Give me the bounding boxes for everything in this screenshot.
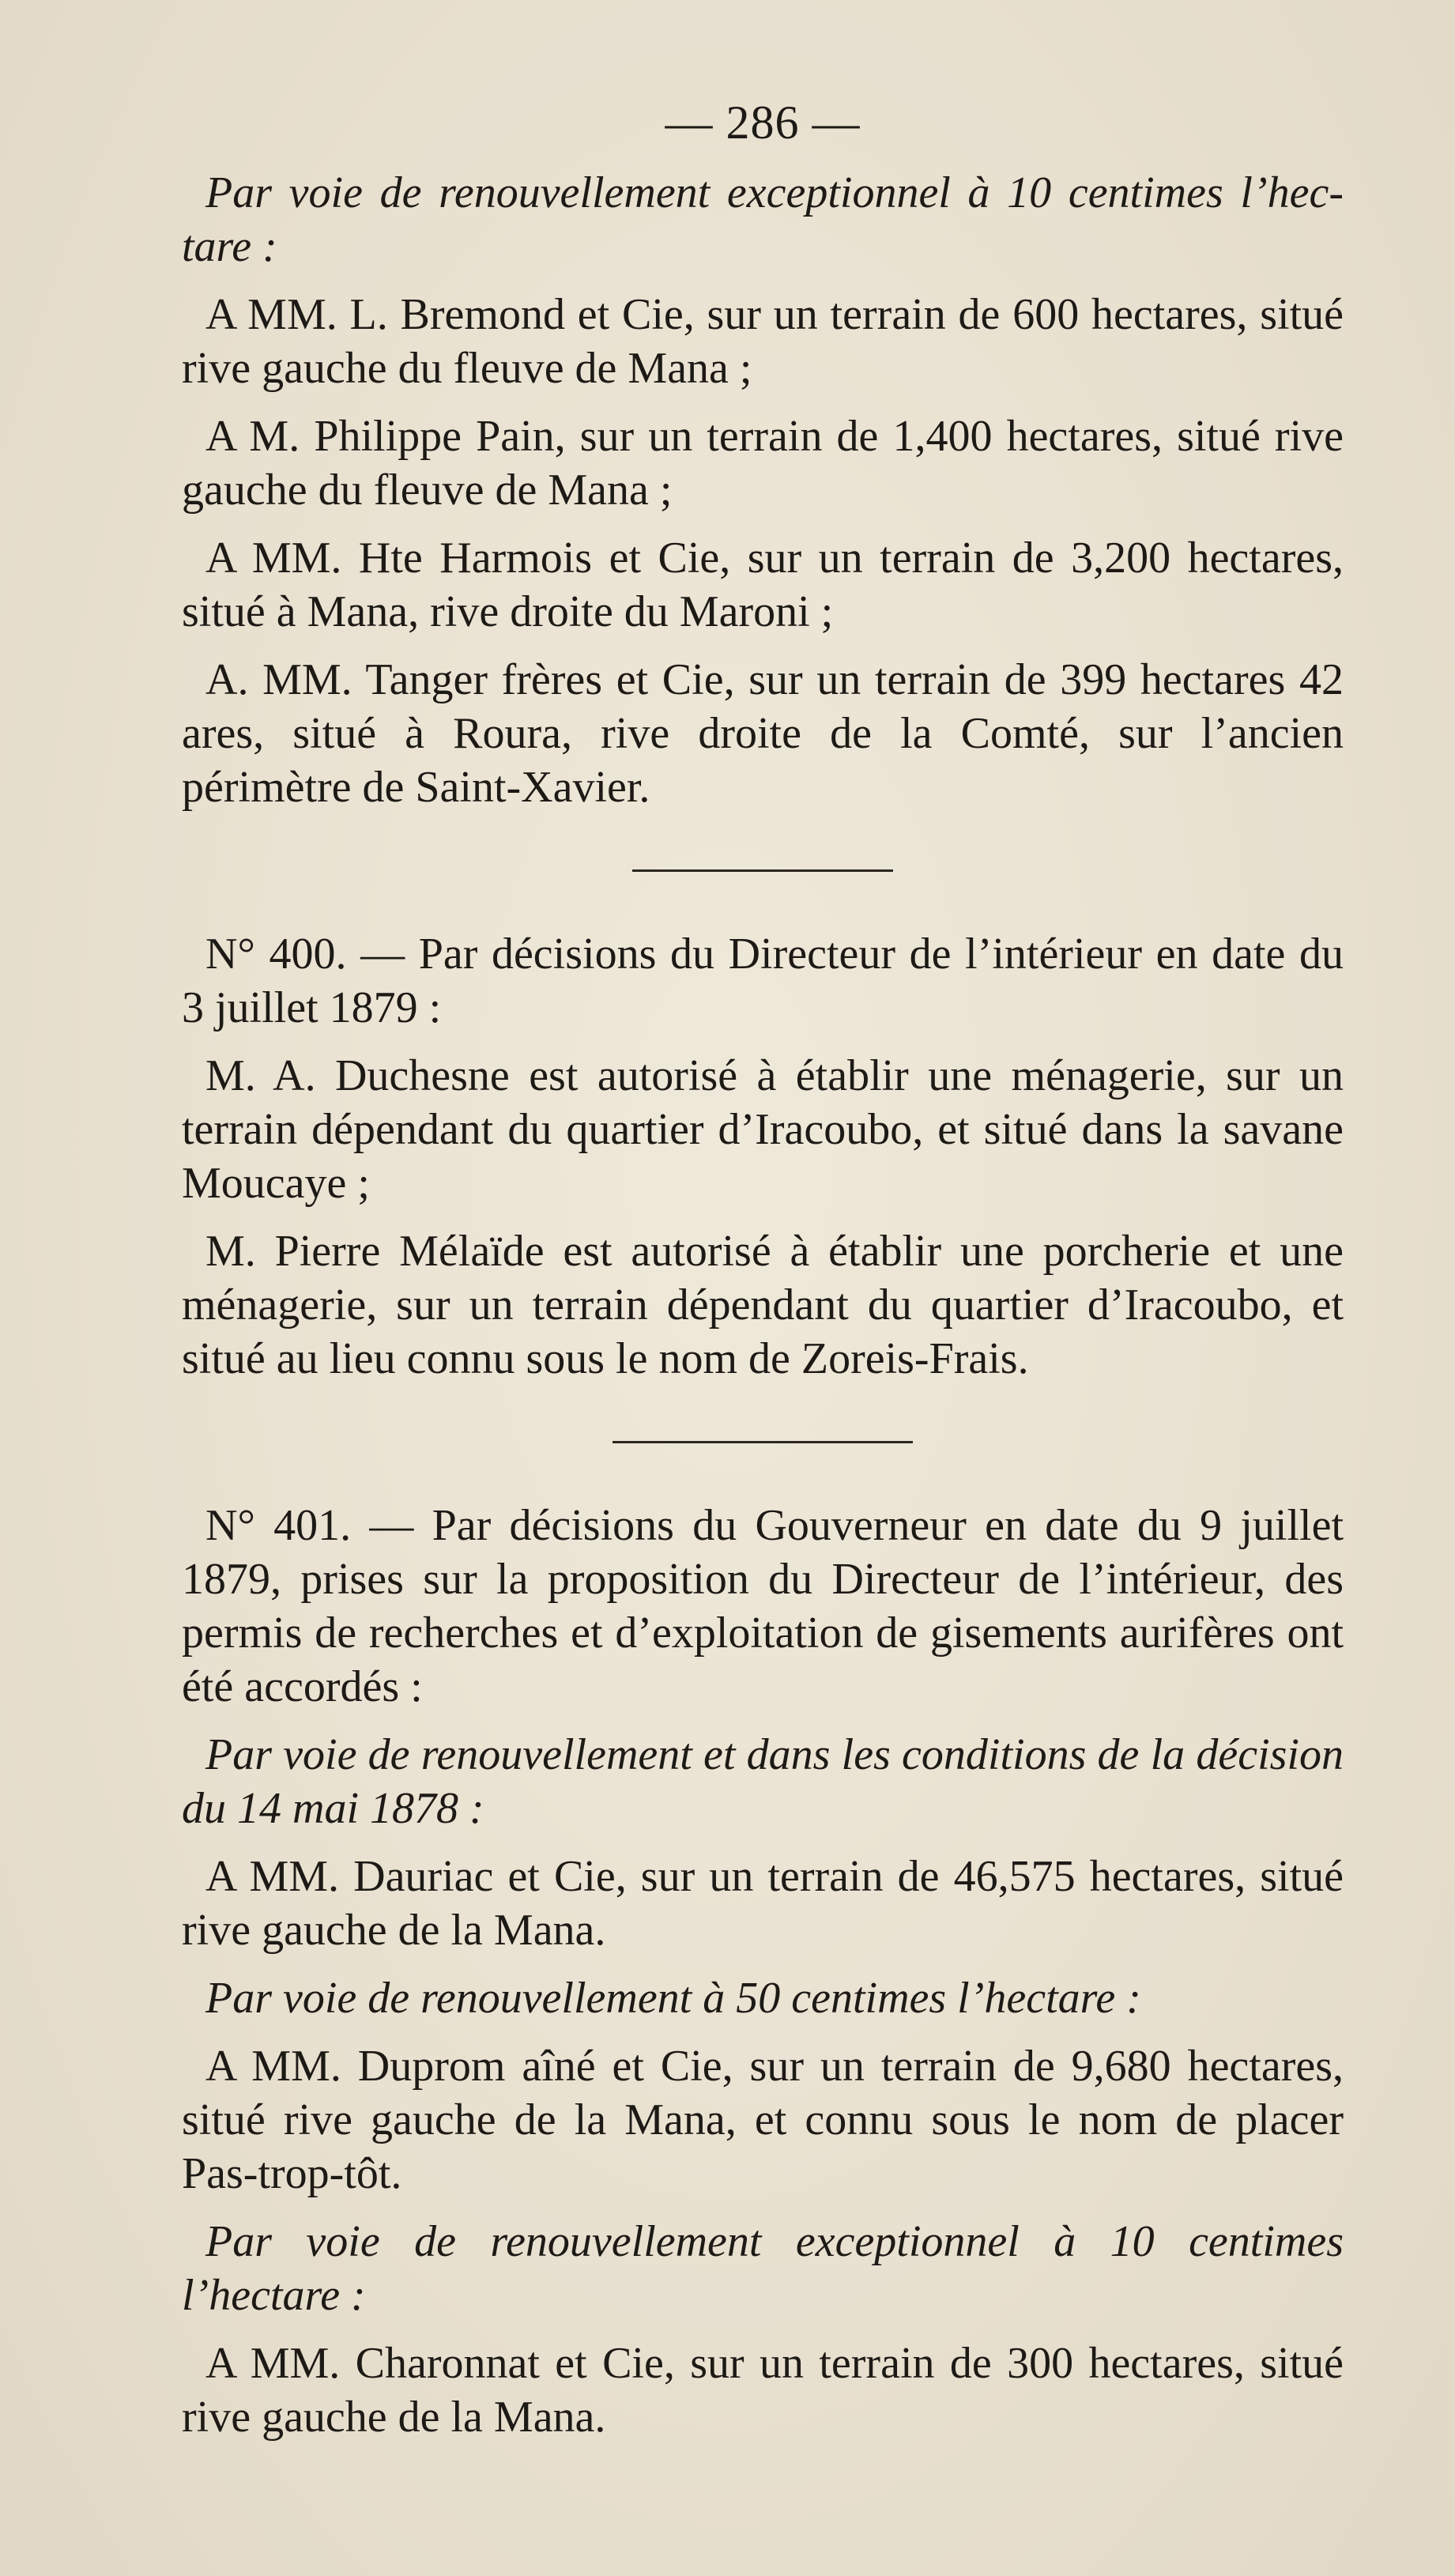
decision-heading: N° 401. — Par décisions du Gouverneur en date du 9 juillet 1879, prises sur la proposition du Directeur de l’intérieur, des permis de recherches et d’exploitation de gisements aurifères ont été accordés : — [182, 1501, 1344, 1711]
page-number: — 286 — — [665, 96, 861, 149]
paragraph: A. MM. Tanger frères et Cie, sur un terrain de 399 hectares 42 ares, situé à Roura, rive droite de la Comté, sur l’ancien périmètre de Saint-Xavier. — [182, 655, 1344, 812]
paragraph: A MM. Duprom aîné et Cie, sur un terrain de 9,680 hectares, situé rive gauche de la Mana, et connu sous le nom de placer Pas-trop-tôt. — [182, 2042, 1344, 2198]
paragraph: M. A. Duchesne est autorisé à établir une ménagerie, sur un terrain dépendant du quartier d’Iracoubo, et situé dans la savane Moucaye ; — [182, 1051, 1344, 1208]
paragraph: A MM. Hte Harmois et Cie, sur un terrain de 3,200 hectares, situé à Mana, rive droite du Maroni ; — [182, 534, 1344, 636]
section-heading: Par voie de renouvellement et dans les conditions de la décision du 14 mai 1878 : — [182, 1730, 1344, 1833]
paragraph: A M. Philippe Pain, sur un terrain de 1,400 hectares, situé rive gauche du fleuve de Mana ; — [182, 412, 1344, 515]
paragraph: M. Pierre Mélaïde est autorisé à établir une porcherie et une ménagerie, sur un terrain dépendant du quartier d’Iracoubo, et situé au lieu connu sous le nom de Zoreis-Frais. — [182, 1227, 1344, 1383]
section-heading: Par voie de renouvellement exceptionnel à 10 centimes l’hec-tare : — [182, 168, 1344, 271]
section-divider — [632, 869, 893, 872]
section-heading: Par voie de renouvellement à 50 centimes l’hectare : — [205, 1974, 1141, 2023]
page-content — [182, 95, 1344, 2444]
paragraph: A MM. Dauriac et Cie, sur un terrain de 46,575 hectares, situé rive gauche de la Mana. — [182, 1852, 1344, 1955]
paragraph: A MM. Charonnat et Cie, sur un terrain de 300 hectares, situé rive gauche de la Mana. — [182, 2339, 1344, 2442]
section-divider — [613, 1441, 913, 1443]
decision-heading: N° 400. — Par décisions du Directeur de l’intérieur en date du 3 juillet 1879 : — [182, 930, 1344, 1032]
section-heading: Par voie de renouvellement exceptionnel à 10 centimes l’hectare : — [182, 2217, 1344, 2320]
paragraph: A MM. L. Bremond et Cie, sur un terrain de 600 hectares, situé rive gauche du fleuve de Mana ; — [182, 290, 1344, 393]
